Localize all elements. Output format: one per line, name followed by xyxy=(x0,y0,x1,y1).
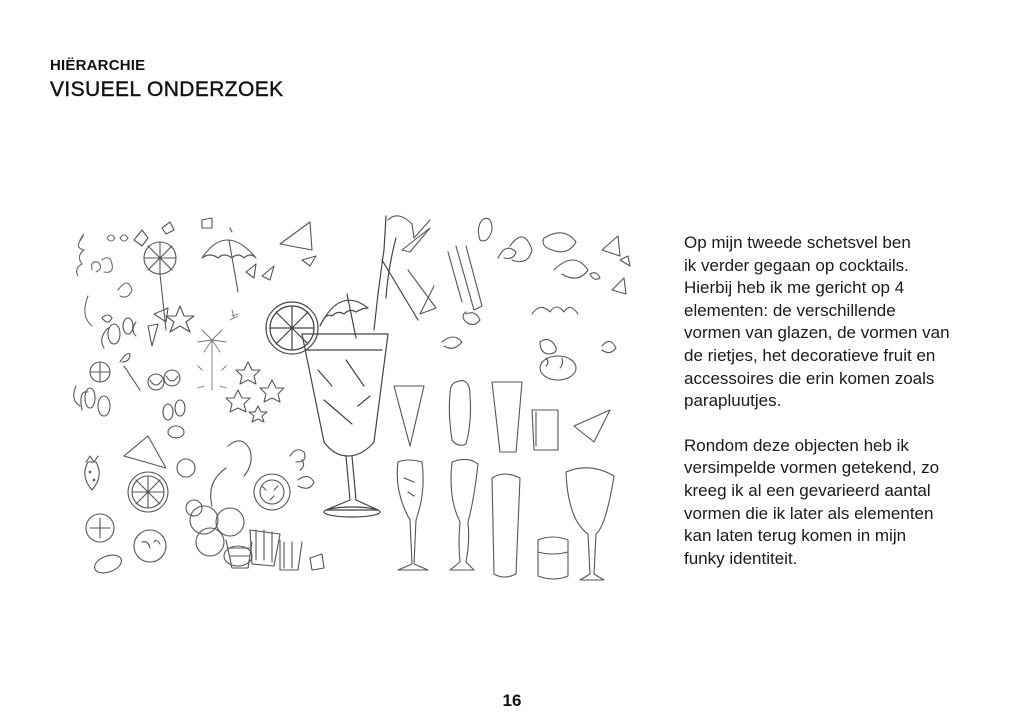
swirl-doodles xyxy=(77,234,132,326)
cherries-doodle xyxy=(190,441,252,566)
glass-shapes-row-2 xyxy=(397,459,614,580)
paragraph-2: Rondom deze objecten heb ik versimpelde vormen getekend, zo kreeg ik al een gevarieerd aantal vormen die ik later als elementen kan laten terug komen in mijn funky identiteit. xyxy=(684,435,940,568)
kiwi-slice-doodle xyxy=(254,474,314,510)
page-title: VISUEEL ONDERZOEK xyxy=(50,78,284,101)
sparkler-doodle xyxy=(198,310,238,390)
body-text xyxy=(684,232,984,592)
firework-doodle xyxy=(144,242,176,330)
citrus-slice-doodle xyxy=(128,472,168,512)
main-cocktail-glass xyxy=(266,216,418,517)
cocktail-sketch-image xyxy=(62,210,640,582)
paragraph-1: Op mijn tweede schetsvel ben ik verder gegaan op cocktails. Hierbij heb ik me gericht op 4 elementen: de verschillende vormen van glazen, de vormen van de rietjes, het decoratieve fruit en accessoires die erin komen zoals parapluutjes. xyxy=(684,233,950,411)
kite-shapes xyxy=(102,218,212,348)
square-shapes xyxy=(290,450,324,570)
section-label: HIËRARCHIE xyxy=(50,57,146,74)
fries-cup-doodles xyxy=(226,530,302,570)
glass-shapes-row-1 xyxy=(394,381,610,452)
fruit-doodles xyxy=(90,354,180,390)
swirl-doodles-right xyxy=(442,307,616,380)
strawberry-doodle xyxy=(85,456,99,490)
straw-doodles xyxy=(388,216,630,314)
oval-shapes xyxy=(74,318,185,438)
page-number: 16 xyxy=(502,691,522,710)
umbrella-doodle xyxy=(202,228,256,292)
